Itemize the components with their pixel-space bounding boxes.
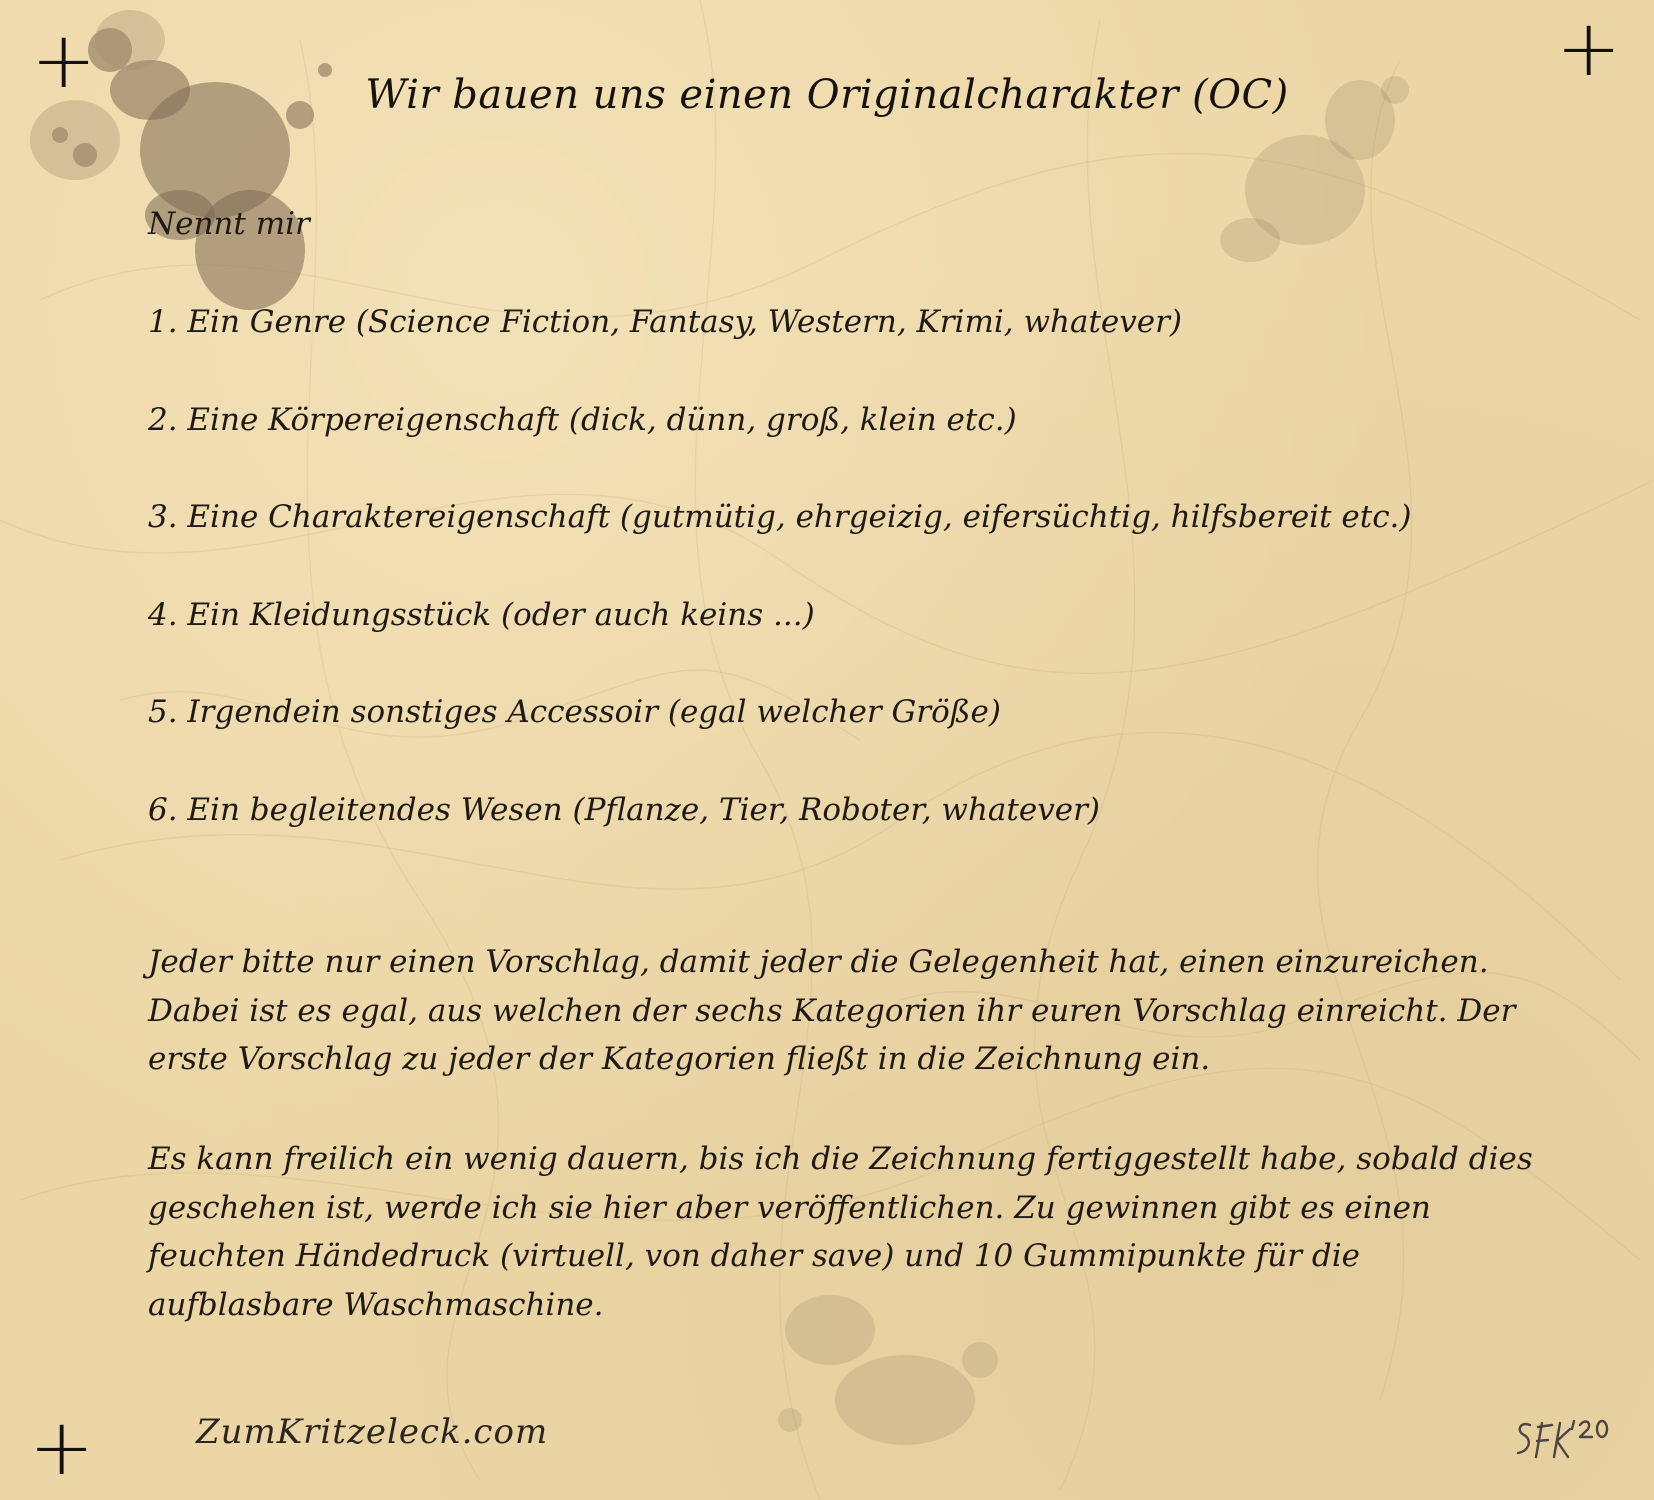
list-item: 1. Ein Genre (Science Fiction, Fantasy, Western, Krimi, whatever)	[148, 304, 1183, 340]
outcome-paragraph: Es kann freilich ein wenig dauern, bis ich die Zeichnung fertiggestellt habe, sobald dies geschehen ist, werde ich sie hier aber veröffentlichen. Zu gewinnen gibt es einen feuchten Händedruck (virtuell, von daher save) und 10 Gummipunkte für die aufblasbare Waschmaschine.	[148, 1141, 1533, 1323]
website-url: ZumKritzeleck.com	[196, 1412, 549, 1452]
list-item: 6. Ein begleitendes Wesen (Pflanze, Tier, Roboter, whatever)	[148, 791, 1100, 828]
page-title: Wir bauen uns einen Originalcharakter (OC)	[365, 72, 1289, 118]
list-item: 5. Irgendein sonstiges Accessoir (egal welcher Größe)	[148, 694, 1001, 731]
rules-paragraph: Jeder bitte nur einen Vorschlag, damit jeder die Gelegenheit hat, einen einzureichen. Dabei ist es egal, aus welchen der sechs Kategorien ihr euren Vorschlag einreicht. Der erste Vorschlag zu jeder der Kategorien fließt in die Zeichnung ein.	[148, 944, 1516, 1077]
list-item: 2. Eine Körpereigenschaft (dick, dünn, groß, klein etc.)	[148, 401, 1017, 438]
artist-signature	[1512, 1413, 1612, 1463]
corner-crop-mark-bottom-left: +	[29, 1403, 95, 1493]
intro-text: Nennt mir	[148, 206, 310, 242]
corner-crop-mark-top-left: +	[31, 16, 97, 106]
list-item: 3. Eine Charaktereigenschaft (gutmütig, ehrgeizig, eifersüchtig, hilfsbereit etc.)	[148, 499, 1412, 536]
category-list	[148, 300, 1412, 886]
corner-crop-mark-top-right: +	[1556, 4, 1622, 94]
list-item: 4. Ein Kleidungsstück (oder auch keins ...)	[148, 596, 815, 633]
